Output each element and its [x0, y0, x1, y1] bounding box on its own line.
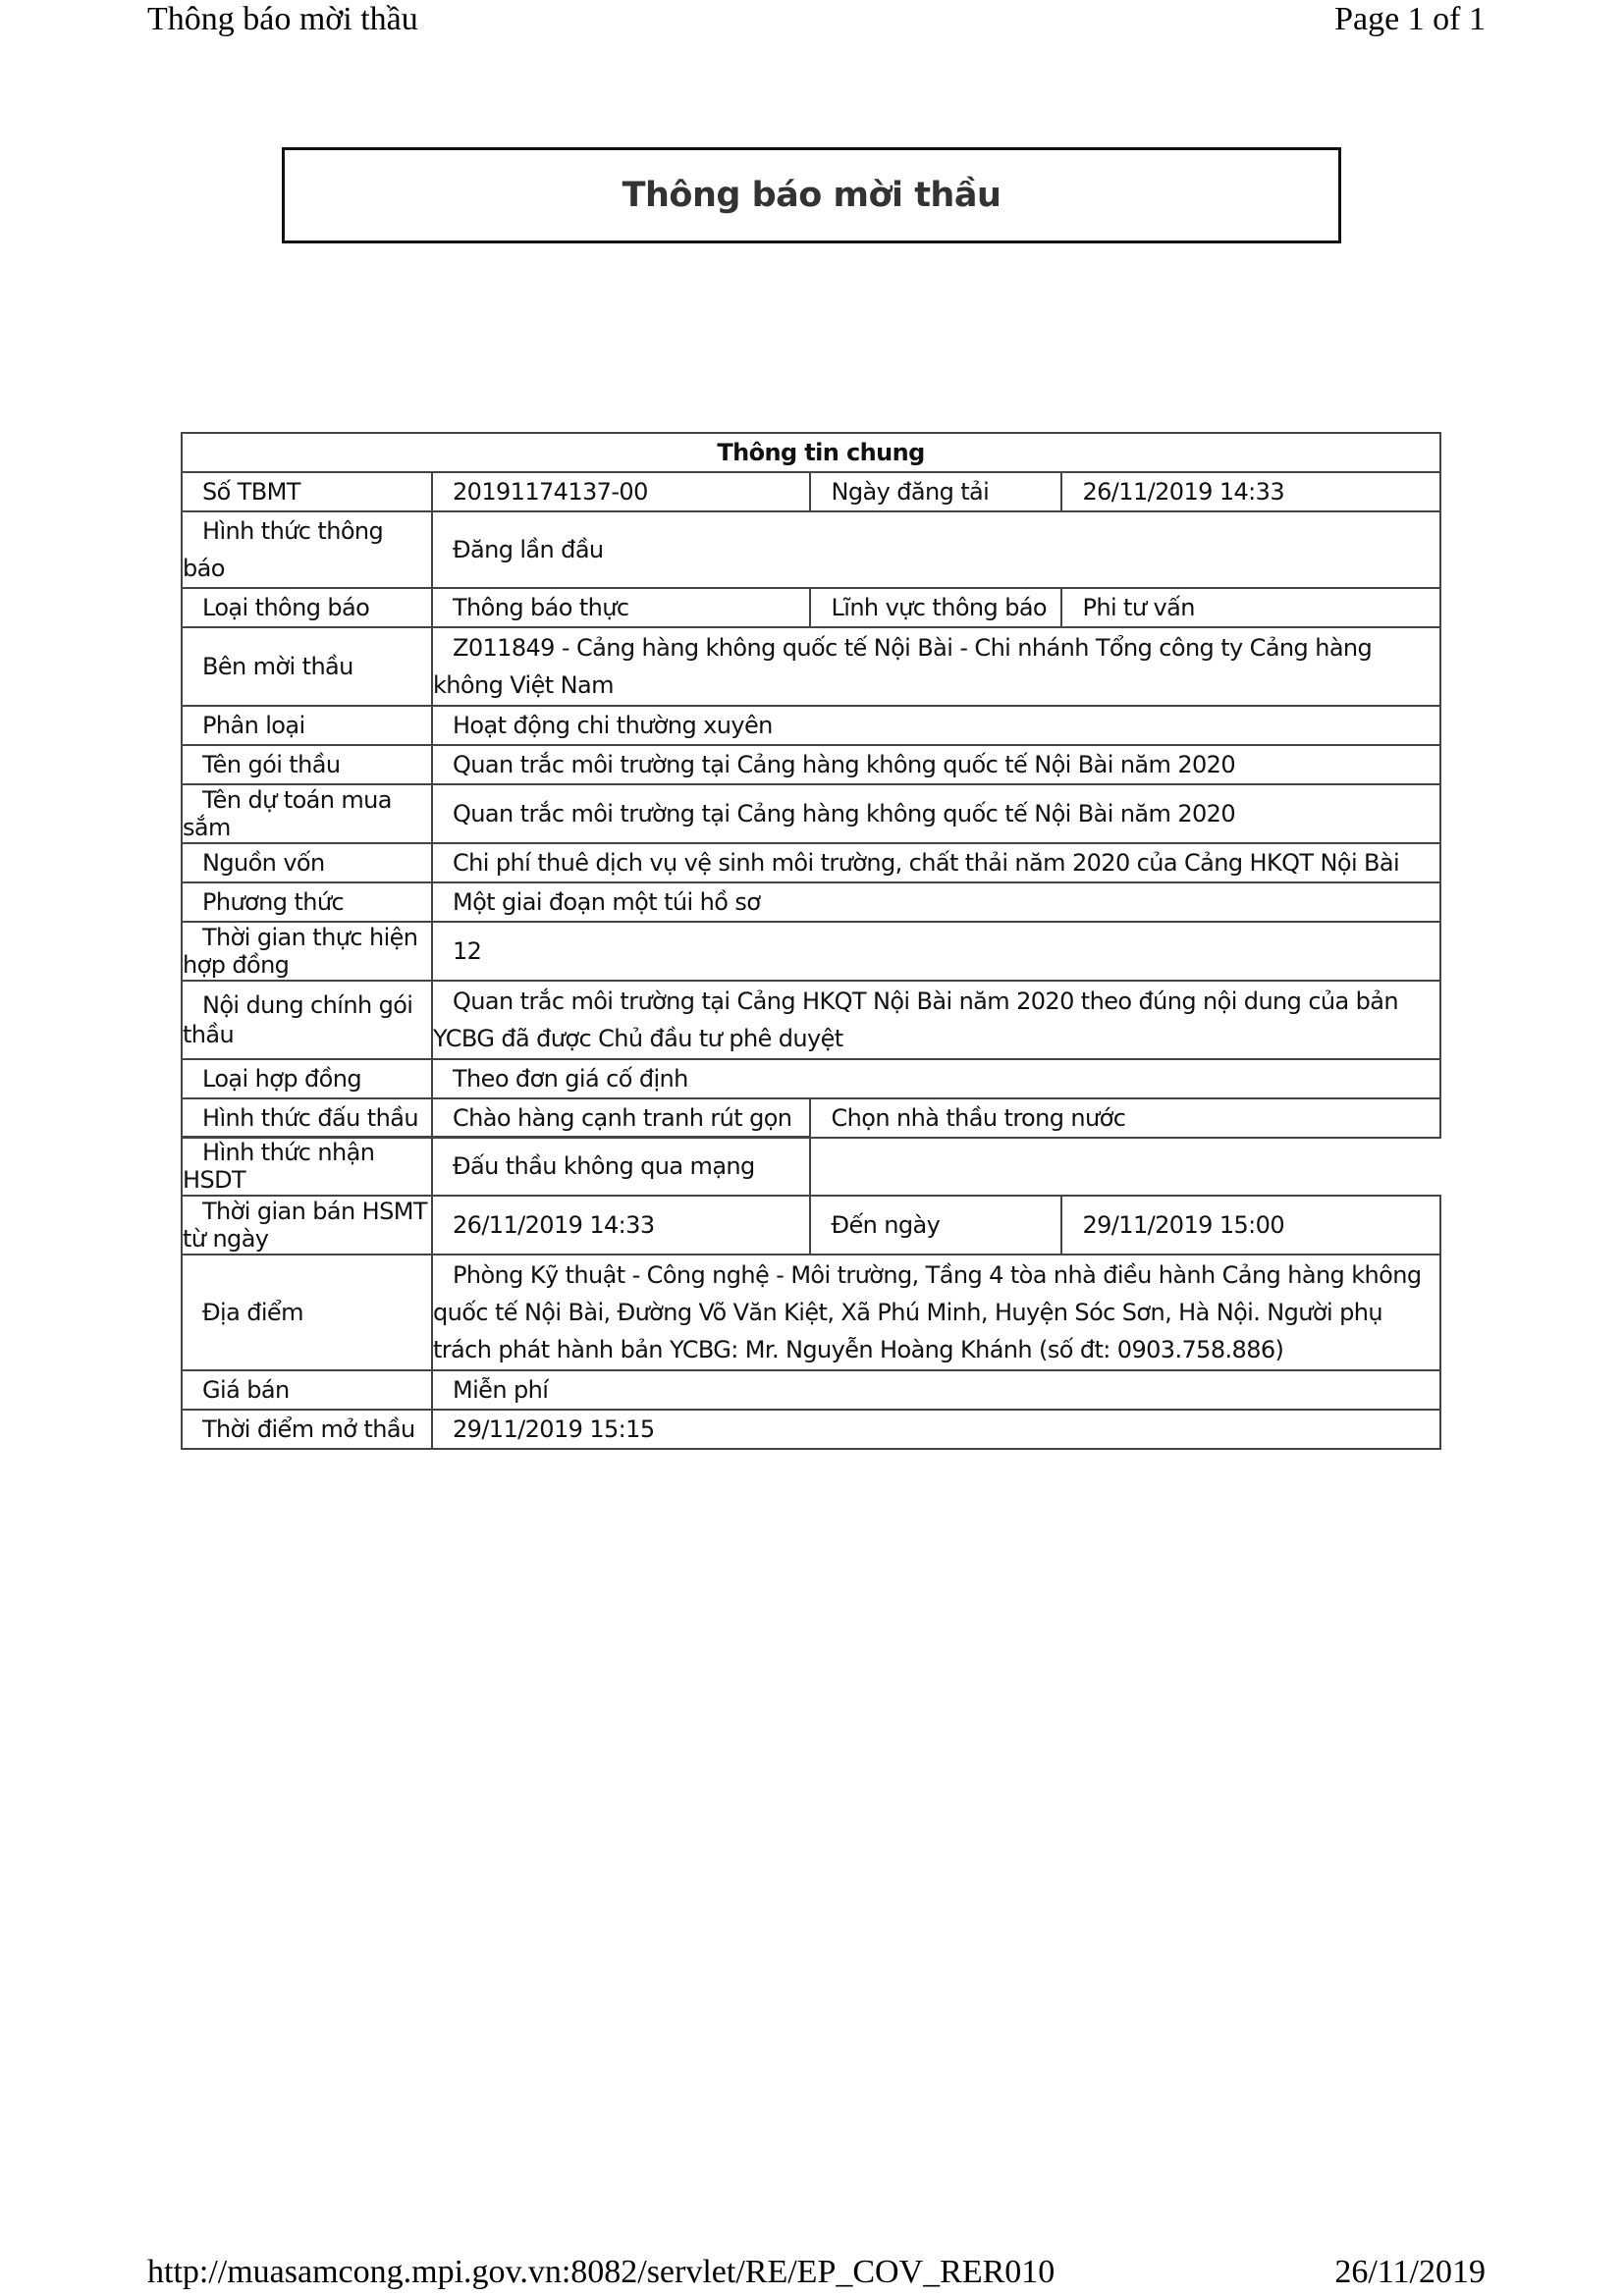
field-label: Lĩnh vực thông báo	[810, 588, 1061, 627]
table-row	[182, 1137, 1440, 1196]
field-label: Nguồn vốn	[182, 843, 432, 882]
field-label: Nội dung chính gói thầu	[182, 981, 432, 1059]
field-value: 20191174137-00	[432, 472, 811, 511]
field-value: Đấu thầu không qua mạng	[432, 1137, 811, 1196]
table-row	[182, 1098, 1440, 1138]
field-label: Hình thức thông báo	[182, 511, 432, 588]
table-heading: Thông tin chung	[182, 433, 1440, 472]
field-label: Giá bán	[182, 1370, 432, 1410]
table-row	[182, 1255, 1440, 1370]
empty-cell	[810, 1137, 1440, 1196]
field-value: 26/11/2019 14:33	[1061, 472, 1440, 511]
field-label: Loại hợp đồng	[182, 1059, 432, 1098]
print-footer-date: 26/11/2019	[1334, 2254, 1486, 2290]
field-value: Phi tư vấn	[1061, 588, 1440, 627]
document-title: Thông báo mời thầu	[622, 176, 1001, 215]
table-row	[182, 706, 1440, 745]
field-label: Hình thức nhận HSDT	[182, 1137, 432, 1196]
field-label: Đến ngày	[810, 1196, 1061, 1255]
field-value: Theo đơn giá cố định	[432, 1059, 1440, 1098]
table-row	[182, 981, 1440, 1059]
field-label: Phương thức	[182, 882, 432, 922]
field-label: Phân loại	[182, 706, 432, 745]
table-row	[182, 1410, 1440, 1449]
field-label: Hình thức đấu thầu	[182, 1098, 432, 1138]
table-row	[182, 1370, 1440, 1410]
field-label: Thời gian bán HSMT từ ngày	[182, 1196, 432, 1255]
field-value: 29/11/2019 15:15	[432, 1410, 1440, 1449]
field-label: Thời gian thực hiện hợp đồng	[182, 922, 432, 981]
table-row	[182, 1196, 1440, 1255]
field-value: Quan trắc môi trường tại Cảng hàng không quốc tế Nội Bài năm 2020	[432, 784, 1440, 843]
document-title-box	[282, 147, 1341, 243]
field-value: Quan trắc môi trường tại Cảng HKQT Nội Bài năm 2020 theo đúng nội dung của bản YCBG đã được Chủ đầu tư phê duyệt	[432, 981, 1440, 1059]
table-row	[182, 784, 1440, 843]
field-label: Bên mời thầu	[182, 627, 432, 706]
field-value: 12	[432, 922, 1440, 981]
general-info-table	[181, 432, 1441, 1139]
print-header-page: Page 1 of 1	[1334, 1, 1486, 37]
field-value: Quan trắc môi trường tại Cảng hàng không quốc tế Nội Bài năm 2020	[432, 745, 1440, 784]
table-row	[182, 511, 1440, 588]
table-heading-row	[182, 433, 1440, 472]
table-row	[182, 745, 1440, 784]
table-row	[182, 588, 1440, 627]
print-header-title: Thông báo mời thầu	[147, 1, 418, 37]
field-label: Địa điểm	[182, 1255, 432, 1370]
table-row	[182, 922, 1440, 981]
field-label: Số TBMT	[182, 472, 432, 511]
field-value: Một giai đoạn một túi hồ sơ	[432, 882, 1440, 922]
field-label: Tên gói thầu	[182, 745, 432, 784]
table-row	[182, 472, 1440, 511]
field-value: Z011849 - Cảng hàng không quốc tế Nội Bài - Chi nhánh Tổng công ty Cảng hàng không Việt Nam	[432, 627, 1440, 706]
field-value: Hoạt động chi thường xuyên	[432, 706, 1440, 745]
field-value: Phòng Kỹ thuật - Công nghệ - Môi trường, Tầng 4 tòa nhà điều hành Cảng hàng không quốc tế Nội Bài, Đường Võ Văn Kiệt, Xã Phú Minh, Huyện Sóc Sơn, Hà Nội. Người phụ trách phát hành bản YCBG: Mr. Nguyễn Hoàng Khánh (số đt: 0903.758.886)	[432, 1255, 1440, 1370]
field-label: Tên dự toán mua sắm	[182, 784, 432, 843]
field-value: Chi phí thuê dịch vụ vệ sinh môi trường, chất thải năm 2020 của Cảng HKQT Nội Bài	[432, 843, 1440, 882]
field-label: Ngày đăng tải	[810, 472, 1061, 511]
field-value: Đăng lần đầu	[432, 511, 1440, 588]
submission-info-table	[181, 1136, 1441, 1450]
field-label: Thời điểm mở thầu	[182, 1410, 432, 1449]
field-value: Chọn nhà thầu trong nước	[810, 1098, 1440, 1138]
table-row	[182, 882, 1440, 922]
field-value: 29/11/2019 15:00	[1061, 1196, 1440, 1255]
print-footer-url: http://muasamcong.mpi.gov.vn:8082/servlet/RE/EP_COV_RER010	[147, 2254, 1056, 2290]
field-value: Thông báo thực	[432, 588, 811, 627]
field-value: 26/11/2019 14:33	[432, 1196, 811, 1255]
field-label: Loại thông báo	[182, 588, 432, 627]
table-row	[182, 627, 1440, 706]
field-value: Chào hàng cạnh tranh rút gọn	[432, 1098, 811, 1138]
table-row	[182, 843, 1440, 882]
table-row	[182, 1059, 1440, 1098]
field-value: Miễn phí	[432, 1370, 1440, 1410]
